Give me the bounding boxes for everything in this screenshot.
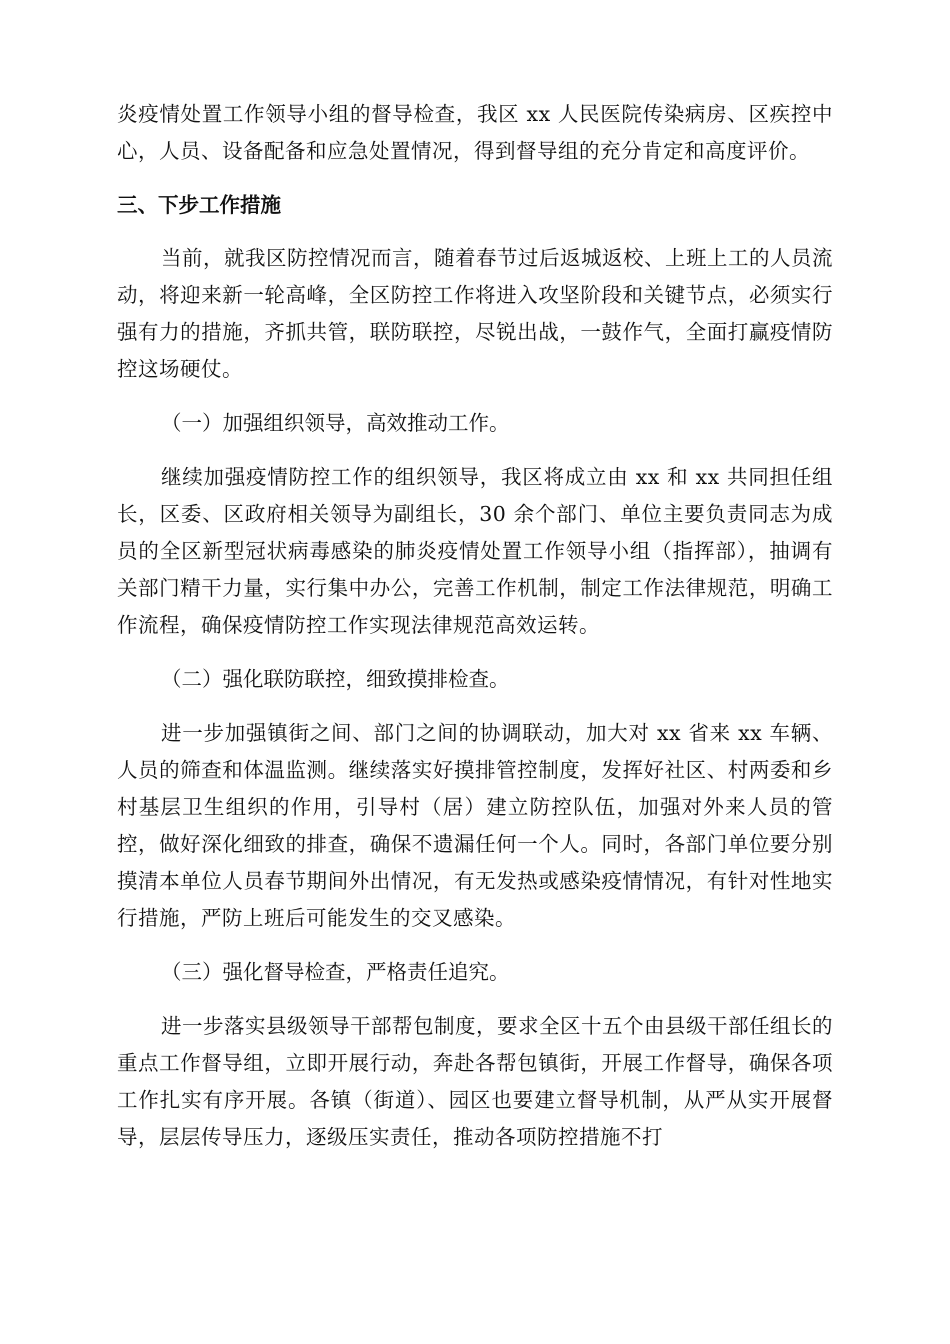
- section-heading-next-steps: 三、下步工作措施: [117, 193, 281, 217]
- paragraph-organization-leadership: 继续加强疫情防控工作的组织领导，我区将成立由 xx 和 xx 共同担任组长，区委、区政府相关领导为副组长，30 余个部门、单位主要负责同志为成员的全区新型冠状病毒感染的肺炎疫情处置工作领导小组（指挥部），抽调有关部门精干力量，实行集中办公，完善工作机制，制定工作法律规范，明确工作流程，确保疫情防控工作实现法律规范高效运转。: [117, 465, 833, 637]
- document-page: [117, 96, 833, 1156]
- subheading-organization-leadership: （一）加强组织领导，高效推动工作。: [161, 411, 510, 435]
- subheading-supervision: （三）强化督导检查，严格责任追究。: [161, 960, 510, 984]
- subheading-joint-control: （二）强化联防联控，细致摸排检查。: [161, 667, 510, 691]
- paragraph-current-situation: 当前，就我区防控情况而言，随着春节过后返城返校、上班上工的人员流动，将迎来新一轮高峰，全区防控工作将进入攻坚阶段和关键节点，必须实行强有力的措施，齐抓共管，联防联控，尽锐出战，一鼓作气，全面打赢疫情防控这场硬仗。: [117, 246, 833, 381]
- paragraph-supervision: 进一步落实县级领导干部帮包制度，要求全区十五个由县级干部任组长的重点工作督导组，立即开展行动，奔赴各帮包镇街，开展工作督导，确保各项工作扎实有序开展。各镇（街道）、园区也要建立督导机制，从严从实开展督导，层层传导压力，逐级压实责任，推动各项防控措施不打: [117, 1014, 833, 1149]
- paragraph-evaluation: 炎疫情处置工作领导小组的督导检查，我区 xx 人民医院传染病房、区疾控中心，人员、设备配备和应急处置情况，得到督导组的充分肯定和高度评价。: [117, 102, 833, 163]
- paragraph-joint-control: 进一步加强镇街之间、部门之间的协调联动，加大对 xx 省来 xx 车辆、人员的筛查和体温监测。继续落实好摸排管控制度，发挥好社区、村两委和乡村基层卫生组织的作用，引导村（居）建立防控队伍，加强对外来人员的管控，做好深化细致的排查，确保不遗漏任何一个人。同时，各部门单位要分别摸清本单位人员春节期间外出情况，有无发热或感染疫情情况，有针对性地实行措施，严防上班后可能发生的交叉感染。: [117, 721, 833, 930]
